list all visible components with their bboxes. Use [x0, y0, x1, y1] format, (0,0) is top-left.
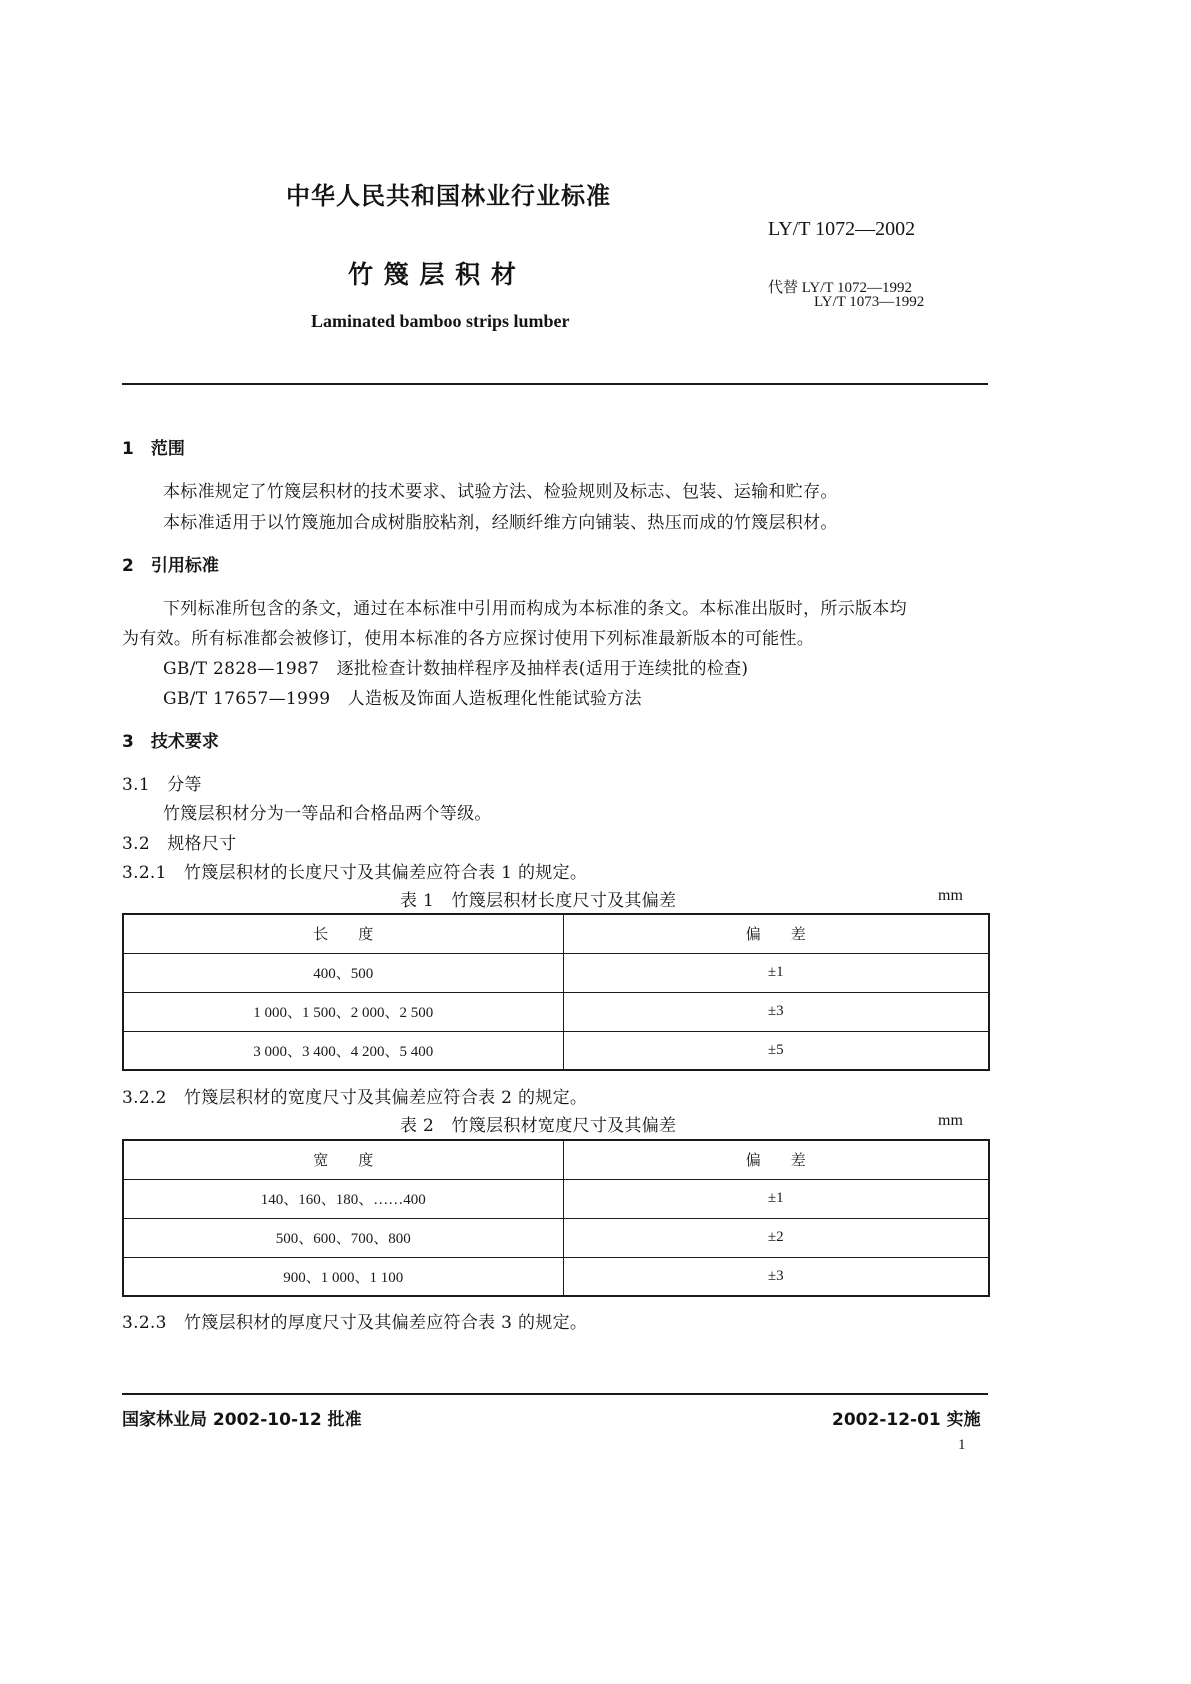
document-title-cn: 竹 篾 层 积 材 — [348, 260, 517, 289]
table-row — [123, 1179, 989, 1218]
table-header-row — [123, 1140, 989, 1179]
table-cell: 400、500 — [123, 953, 563, 992]
table-cell: ±3 — [563, 1257, 989, 1296]
section-2-paragraph-line-2: 为有效。所有标准都会被修订，使用本标准的各方应探讨使用下列标准最新版本的可能性。 — [122, 629, 814, 649]
table-1-length-tolerance — [122, 913, 990, 1071]
document-title-en: Laminated bamboo strips lumber — [311, 311, 570, 331]
section-2-heading: 2 引用标准 — [122, 556, 219, 576]
table-2-unit: mm — [938, 1112, 963, 1129]
table-row — [123, 1257, 989, 1296]
table-cell: ±2 — [563, 1218, 989, 1257]
section-1-paragraph-1: 本标准规定了竹篾层积材的技术要求、试验方法、检验规则及标志、包装、运输和贮存。 — [163, 482, 838, 502]
table-1-caption: 表 1 竹篾层积材长度尺寸及其偏差 — [400, 891, 677, 911]
table-row — [123, 992, 989, 1031]
table-cell: 3 000、3 400、4 200、5 400 — [123, 1031, 563, 1070]
replaces-line-1: 代替 LY/T 1072—1992 — [768, 280, 913, 296]
section-1-paragraph-2: 本标准适用于以竹篾施加合成树脂胶粘剂，经顺纤维方向铺装、热压而成的竹篾层积材。 — [163, 513, 838, 533]
table-header-row — [123, 914, 989, 953]
table-1-unit: mm — [938, 887, 963, 904]
footer-rule — [122, 1393, 988, 1395]
table-cell: 140、160、180、……400 — [123, 1179, 563, 1218]
section-3-heading: 3 技术要求 — [122, 732, 219, 752]
table-cell: ±1 — [563, 953, 989, 992]
section-3-2-1-text: 3.2.1 竹篾层积材的长度尺寸及其偏差应符合表 1 的规定。 — [122, 863, 588, 883]
section-1-heading: 1 范围 — [122, 439, 185, 459]
section-2-paragraph-line-1: 下列标准所包含的条文，通过在本标准中引用而构成为本标准的条文。本标准出版时，所示版本均 — [163, 599, 907, 619]
table-header-cell: 宽 度 — [123, 1140, 563, 1179]
table-row — [123, 1031, 989, 1070]
effective-date: 2002-12-01 实施 — [832, 1410, 981, 1430]
table-header-cell: 偏 差 — [563, 914, 989, 953]
table-cell: 900、1 000、1 100 — [123, 1257, 563, 1296]
section-3-2-3-text: 3.2.3 竹篾层积材的厚度尺寸及其偏差应符合表 3 的规定。 — [122, 1313, 588, 1333]
section-3-1-heading: 3.1 分等 — [122, 775, 202, 795]
industry-standard-title: 中华人民共和国林业行业标准 — [286, 182, 611, 210]
table-cell: ±5 — [563, 1031, 989, 1070]
header-rule — [122, 383, 988, 385]
table-row — [123, 1218, 989, 1257]
replaces-line-2: LY/T 1073—1992 — [814, 294, 925, 310]
page-number: 1 — [958, 1437, 966, 1453]
table-cell: ±3 — [563, 992, 989, 1031]
table-cell: ±1 — [563, 1179, 989, 1218]
section-3-2-2-text: 3.2.2 竹篾层积材的宽度尺寸及其偏差应符合表 2 的规定。 — [122, 1088, 588, 1108]
reference-gbt-2828: GB/T 2828—1987 逐批检查计数抽样程序及抽样表(适用于连续批的检查) — [163, 659, 749, 679]
standard-code: LY/T 1072—2002 — [768, 218, 916, 240]
table-header-cell: 长 度 — [123, 914, 563, 953]
table-cell: 500、600、700、800 — [123, 1218, 563, 1257]
table-2-caption: 表 2 竹篾层积材宽度尺寸及其偏差 — [400, 1116, 677, 1136]
section-3-2-heading: 3.2 规格尺寸 — [122, 834, 237, 854]
reference-gbt-17657: GB/T 17657—1999 人造板及饰面人造板理化性能试验方法 — [163, 689, 642, 709]
table-2-width-tolerance — [122, 1139, 990, 1297]
section-3-1-text: 竹篾层积材分为一等品和合格品两个等级。 — [163, 804, 492, 824]
table-header-cell: 偏 差 — [563, 1140, 989, 1179]
table-row — [123, 953, 989, 992]
table-cell: 1 000、1 500、2 000、2 500 — [123, 992, 563, 1031]
approval-date: 国家林业局 2002-10-12 批准 — [122, 1410, 362, 1430]
